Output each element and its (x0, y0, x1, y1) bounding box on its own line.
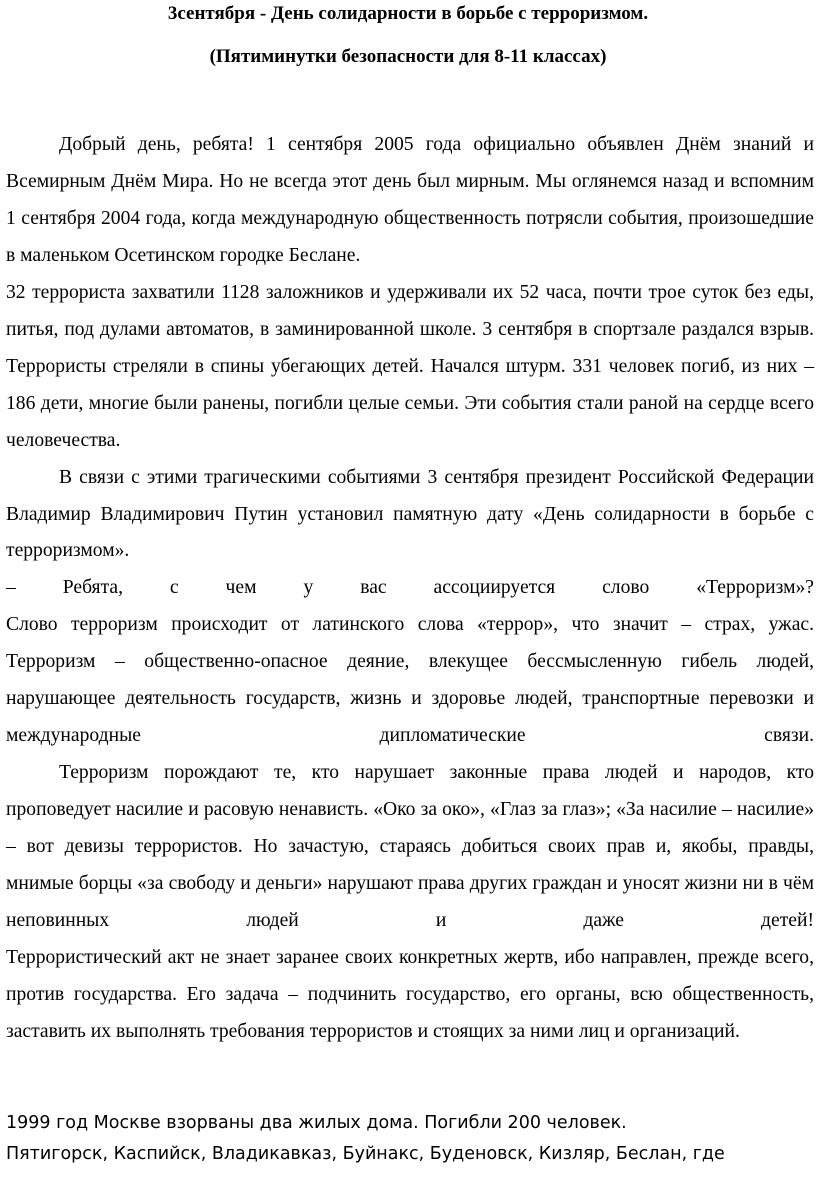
document-title: 3сентября - День солидарности в борьбе с терроризмом. (167, 3, 649, 24)
paragraph-beslan-facts: 32 террориста захватили 1128 заложников и удерживали их 52 часа, почти трое суток без еды, питья, под дулами автоматов, в заминированной школе. 3 сентября в спортзале раздался взрыв. Террористы стреляли в спины убегающих детей. Начался штурм. 331 человек погиб, из них – 186 дети, многие были ранены, погибли целые семьи. Эти события стали раной на сердце всего человечества. (6, 281, 814, 451)
paragraph-terror-act: Террористический акт не знает заранее своих конкретных жертв, ибо направлен, прежде всего, против государства. Его задача – подчинить государство, его органы, всю общественность, заставить их выполнять требования террористов и стоящих за ними лиц и организаций. (6, 946, 814, 1042)
footer-line-2: Пятигорск, Каспийск, Владикавказ, Буйнакс, Буденовск, Кизляр, Беслан, где (6, 1144, 725, 1164)
document-body (6, 127, 814, 1051)
footer-line-1: 1999 год Москве взорваны два жилых дома. Погибли 200 человек. (6, 1113, 627, 1133)
paragraph-causes: Терроризм порождают те, кто нарушает законные права людей и народов, кто проповедует насилие и расовую ненависть. «Око за око», «Глаз за глаз»; «За насилие – насилие» – вот девизы террористов. Но зачастую, стараясь добиться своих прав и, якобы, правды, мнимые борцы «за свободу и деньги» нарушают права других граждан и уносят жизни ни в чём неповинных людей и даже детей! (6, 762, 814, 932)
paragraph-question: – Ребята, с чем у вас ассоциируется слово «Терроризм»? (6, 577, 814, 599)
paragraph-solidarity-day: В связи с этими трагическими событиями 3 сентября президент Российской Федерации Владимир Владимирович Путин установил памятную дату «День солидарности в борьбе с терроризмом». (6, 466, 814, 562)
paragraph-greeting: Добрый день, ребята! 1 сентября 2005 года официально объявлен Днём знаний и Всемирным Днём Мира. Но не всегда этот день был мирным. Мы оглянемся назад и вспомним 1 сентября 2004 года, когда международную общественность потрясли события, произошедшие в маленьком Осетинском городке Беслане. (6, 134, 814, 266)
paragraph-definition: Слово терроризм происходит от латинского слова «террор», что значит – страх, ужас. Терроризм – общественно-опасное деяние, влекущее бессмысленную гибель людей, нарушающее деятельность государств, жизнь и здоровье людей, транспортные перевозки и международные дипломатические связи. (6, 614, 814, 747)
document-subtitle: (Пятиминутки безопасности для 8-11 классах) (209, 46, 607, 67)
